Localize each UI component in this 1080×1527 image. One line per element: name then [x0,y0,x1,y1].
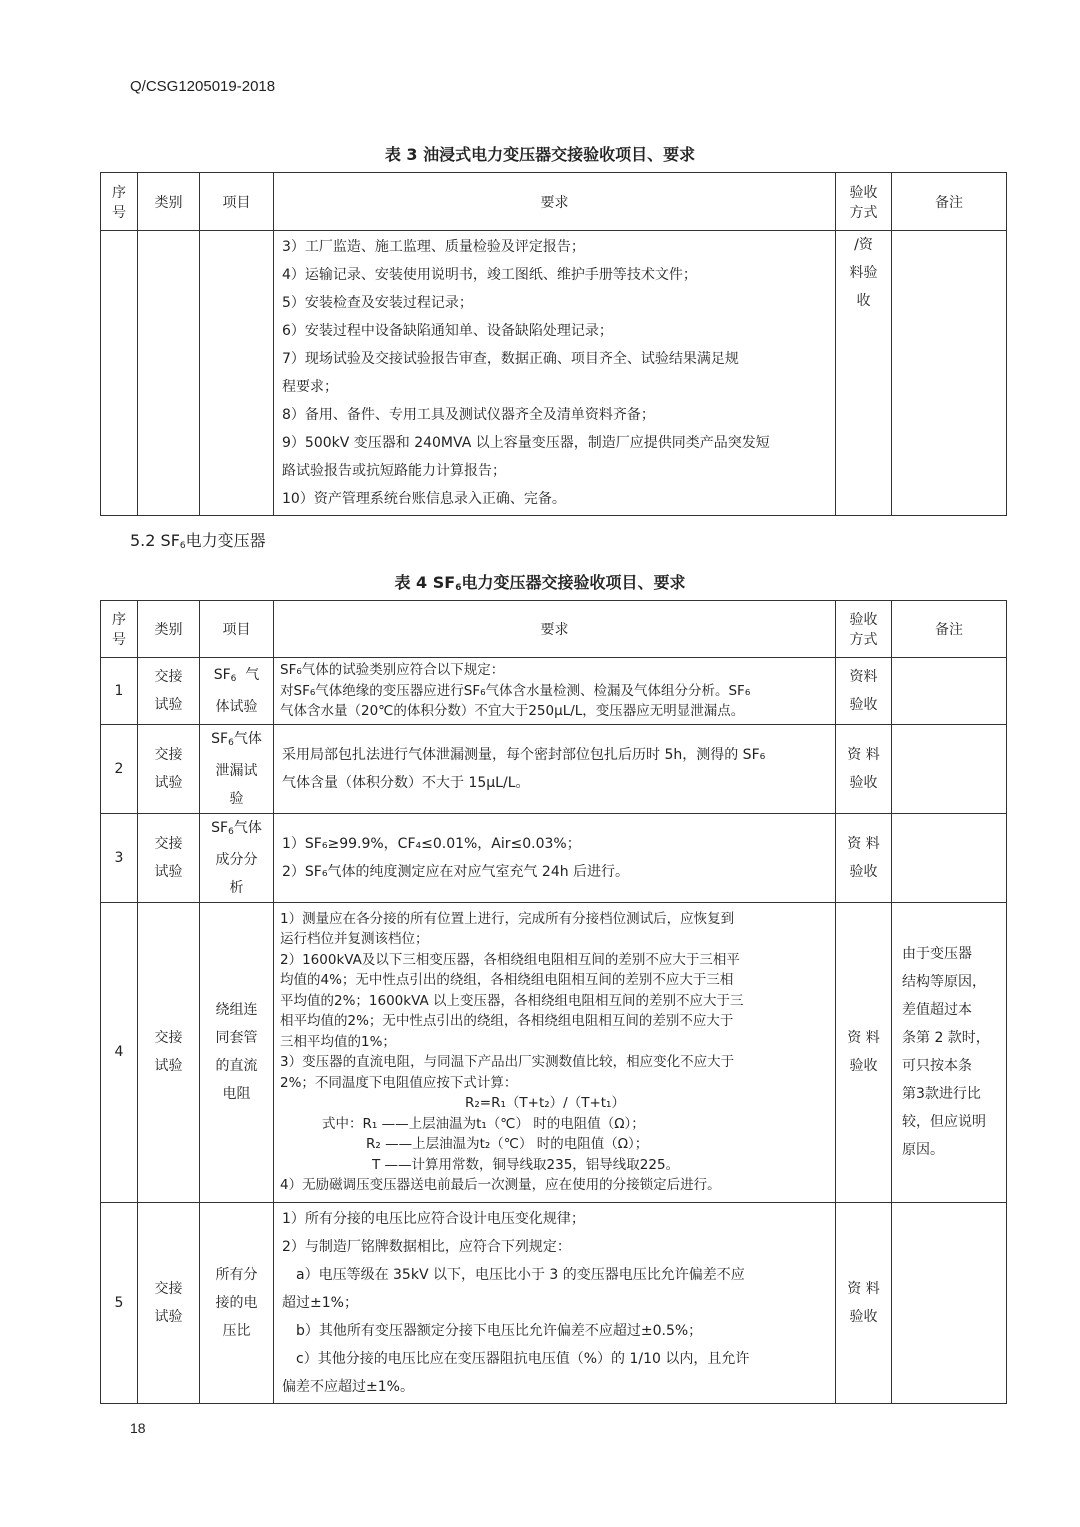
item-line: 气 [236,666,260,683]
req-line: 3）变压器的直流电阻，与同温下产品出厂实测数值比较，相应变化不应大于 [280,1054,735,1070]
req-line: 采用局部包扎法进行气体泄漏测量，每个密封部位包扎后历时 5h，测得的 SF₆ [282,746,766,763]
req-line: SF₆气体的试验类别应符合以下规定： [280,662,505,678]
category-line: 交接 [154,1030,183,1046]
header-method-1: 验收 [849,184,878,201]
cell-item [200,231,274,516]
req-line: 7）现场试验及交接试验报告审查，数据正确、项目齐全、试验结果满足规 [282,351,739,367]
cell-method [836,902,892,1202]
item-line: 压比 [222,1322,251,1339]
header-remark: 备注 [892,173,1007,231]
table3-row [101,231,1007,516]
req-line: 1）测量应在各分接的所有位置上进行，完成所有分接档位测试后，应恢复到 [280,910,735,927]
req-line: b）其他所有变压器额定分接下电压比允许偏差不应超过±0.5%； [296,1322,703,1339]
req-line: 气体含水量（20℃的体积分数）不宜大于250μL/L，变压器应无明显泄漏点。 [280,703,745,719]
item-line: 体试验 [215,698,258,715]
cell-item [200,658,274,725]
cell-requirement [274,1202,836,1403]
req-line: 6）安装过程中设备缺陷通知单、设备缺陷处理记录； [282,323,613,339]
req-line: 4）无励磁调压变压器送电前最后一次测量，应在使用的分接锁定后进行。 [280,1177,721,1193]
req-line: a）电压等级在 35kV 以下，电压比小于 3 的变压器电压比允许偏差不应 [296,1266,745,1283]
item-line: 绕组连 [215,1002,258,1018]
category-line: 试验 [154,1308,183,1325]
section-title [130,528,266,551]
header-seq [101,601,138,658]
method-line: 验收 [849,774,878,791]
header-seq-1: 序 [112,184,126,201]
cell-category [138,1202,200,1403]
document-code: Q/CSG1205019-2018 [130,78,276,95]
remark-line: 差值超过本 [902,1002,972,1018]
cell-item [200,724,274,813]
table3-caption: 表 3 油浸式电力变压器交接验收项目、要求 [384,145,696,164]
table-row [101,1202,1007,1403]
req-line: 1）SF₆≥99.9%，CF₄≤0.01%，Air≤0.03%； [282,835,581,852]
item-line: 的直流 [215,1058,258,1074]
method-line: /资 [854,237,873,253]
req-line: 4）运输记录、安装使用说明书，竣工图纸、维护手册等技术文件； [282,267,697,283]
cell-method [836,231,892,516]
req-line: 2）与制造厂铭牌数据相比，应符合下列规定： [282,1238,571,1255]
table4 [100,600,1007,1404]
table-row [101,813,1007,902]
item-line: 所有分 [215,1266,258,1283]
req-line: c）其他分接的电压比应在变压器阻抗电压值（%）的 1/10 以内，且允许 [296,1350,750,1367]
cell-remark [892,813,1007,902]
remark-line: 原因。 [902,1142,944,1158]
method-line: 料验 [849,265,878,281]
header-remark: 备注 [892,601,1007,658]
header-method [836,601,892,658]
section-title-sub: 6 [179,541,186,551]
formula-where: 式中：R₁ ——上层油温为t₁（℃） 时的电阻值（Ω）； [322,1115,645,1132]
req-line: 均值的4%；无中性点引出的绕组，各相绕组电阻相互间的差别不应大于三相 [280,972,734,988]
item-line: SF [213,666,231,683]
method-line: 资料 [849,668,878,685]
req-line: 10）资产管理系统台账信息录入正确、完备。 [282,491,566,507]
header-item: 项目 [200,601,274,658]
item-line: 接的电 [215,1294,258,1311]
table4-caption-suffix: 电力变压器交接验收项目、要求 [461,573,686,592]
method-line: 验收 [849,696,878,713]
category-line: 交接 [154,835,183,852]
item-line: 泄漏试 [215,762,258,779]
item-sub: 6 [228,737,234,748]
table3 [100,172,1007,516]
cell-seq: 4 [101,902,138,1202]
section-title-prefix: 5.2 SF [130,531,180,550]
method-line: 验收 [849,1308,878,1325]
req-line: 运行档位并复测该档位； [280,931,429,947]
remark-line: 第3款进行比 [902,1086,981,1102]
req-line: 相平均值的2%；无中性点引出的绕组，各相绕组电阻相互间的差别不应大于 [280,1013,734,1029]
category-line: 试验 [154,1058,183,1074]
header-method-2: 方式 [849,204,878,221]
item-sub: 6 [230,673,237,684]
cell-requirement [274,658,836,725]
req-line: 路试验报告或抗短路能力计算报告； [282,463,506,479]
table4-caption [0,570,1080,593]
remark-line: 条第 2 款时， [902,1030,990,1046]
cell-category [138,658,200,725]
cell-requirement [274,902,836,1202]
item-line: 电阻 [222,1086,251,1102]
req-line: 对SF₆气体绝缘的变压器应进行SF₆气体含水量检测、检漏及气体组分分析。SF₆ [280,682,751,699]
cell-category [138,231,200,516]
category-line: 交接 [154,668,183,685]
cell-requirement [274,813,836,902]
cell-method [836,813,892,902]
req-line: 1）所有分接的电压比应符合设计电压变化规律； [282,1210,585,1227]
req-line: 气体含量（体积分数）不大于 15μL/L。 [282,774,530,791]
header-requirement: 要求 [274,601,836,658]
category-line: 试验 [154,863,183,880]
remark-line: 结构等原因， [902,974,986,990]
cell-category [138,813,200,902]
cell-remark [892,658,1007,725]
cell-seq [101,231,138,516]
item-sub: 6 [228,826,234,837]
req-line: 超过±1%； [282,1294,358,1311]
item-line: 同套管 [215,1030,258,1046]
cell-item [200,1202,274,1403]
section-title-suffix: 电力变压器 [185,531,266,550]
req-line: 2%；不同温度下电阻值应按下式计算： [280,1074,518,1091]
table-row [101,902,1007,1202]
cell-seq: 1 [101,658,138,725]
header-category: 类别 [138,601,200,658]
cell-item [200,902,274,1202]
req-line: 2）1600kVA及以下三相变压器，各相绕组电阻相互间的差别不应大于三相平 [280,951,740,968]
item-line: SF [211,730,229,747]
header-category: 类别 [138,173,200,231]
table4-caption-prefix: 表 4 SF [394,573,456,592]
header-method-2: 方式 [849,632,878,648]
item-line: 验 [229,790,244,807]
cell-requirement [274,231,836,516]
header-seq-2: 号 [112,204,126,221]
req-line: 三相平均值的1%； [280,1033,396,1050]
cell-method [836,724,892,813]
category-line: 交接 [154,746,183,763]
remark-line: 较，但应说明 [902,1114,986,1130]
formula-where: R₂ ——上层油温为t₂（℃） 时的电阻值（Ω）； [366,1136,649,1152]
category-line: 试验 [154,696,183,713]
method-line: 资 料 [847,1030,880,1046]
formula-where: T ——计算用常数，铜导线取235，铝导线取225。 [372,1156,680,1173]
method-line: 资 料 [847,1280,880,1297]
cell-remark [892,231,1007,516]
table3-header-row [101,173,1007,231]
req-line: 8）备用、备件、专用工具及测试仪器齐全及清单资料齐备； [282,407,655,423]
item-line: 析 [229,879,244,896]
cell-category [138,902,200,1202]
header-method [836,173,892,231]
req-line: 9）500kV 变压器和 240MVA 以上容量变压器，制造厂应提供同类产品突发短 [282,435,770,451]
req-line: 3）工厂监造、施工监理、质量检验及评定报告； [282,239,585,255]
remark-line: 由于变压器 [902,946,972,962]
item-line: 气体 [233,819,262,836]
header-item: 项目 [200,173,274,231]
item-line: 成分分 [215,851,258,868]
cell-category [138,724,200,813]
cell-method [836,1202,892,1403]
header-seq [101,173,138,231]
req-line: 偏差不应超过±1%。 [282,1378,414,1395]
remark-line: 可只按本条 [902,1058,972,1074]
cell-item [200,813,274,902]
req-line: 程要求； [282,379,338,395]
cell-seq: 3 [101,813,138,902]
category-line: 试验 [154,774,183,791]
req-line: 2）SF₆气体的纯度测定应在对应气室充气 24h 后进行。 [282,863,630,880]
method-line: 资 料 [847,746,880,763]
page-number: 18 [130,1420,146,1436]
formula: R₂=R₁（T+t₂）/（T+t₁） [465,1095,625,1111]
req-line: 平均值的2%；1600kVA 以上变压器，各相绕组电阻相互间的差别不应大于三 [280,992,744,1009]
header-method-1: 验收 [849,612,878,628]
table4-caption-sub: 6 [455,583,462,593]
category-line: 交接 [154,1280,183,1297]
cell-remark [892,1202,1007,1403]
cell-seq: 2 [101,724,138,813]
method-line: 验收 [849,863,878,880]
cell-method [836,658,892,725]
method-line: 验收 [849,1058,878,1074]
header-seq-1: 序 [112,612,126,628]
method-line: 收 [856,293,871,309]
table4-header-row [101,601,1007,658]
method-line: 资 料 [847,835,880,852]
table-row [101,658,1007,725]
cell-remark [892,724,1007,813]
header-seq-2: 号 [112,632,126,648]
cell-requirement [274,724,836,813]
header-requirement: 要求 [274,173,836,231]
item-line: SF [211,819,229,836]
table-row [101,724,1007,813]
req-line: 5）安装检查及安装过程记录； [282,295,473,311]
cell-seq: 5 [101,1202,138,1403]
cell-remark [892,902,1007,1202]
item-line: 气体 [233,730,262,747]
